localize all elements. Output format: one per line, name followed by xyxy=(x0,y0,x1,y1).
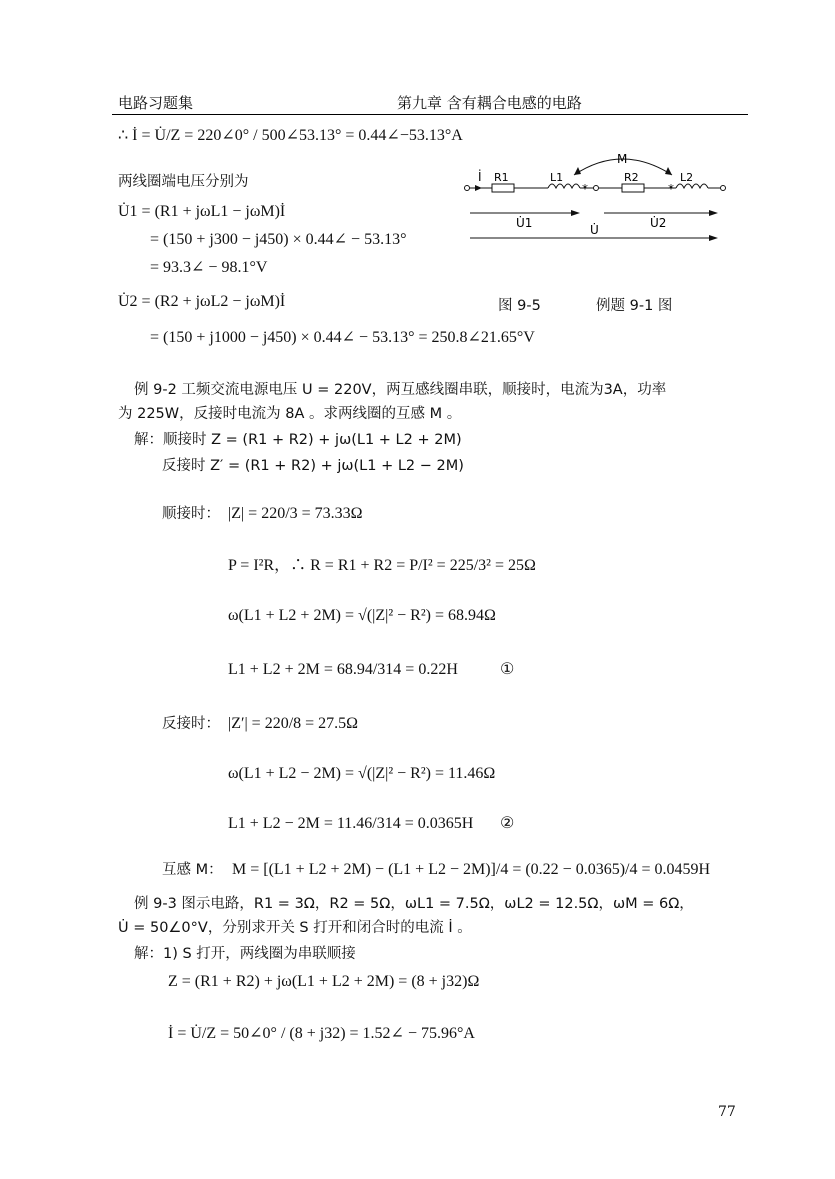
inductor-L1 xyxy=(548,184,580,188)
ex2-mutual-label: 互感 M： xyxy=(162,862,223,878)
ex2-solution-series-opposing: 反接时 Z′ = (R1 + R2) + jω(L1 + L2 − 2M) xyxy=(162,458,464,474)
ex3-problem-line1: 例 9-3 图示电路，R1 = 3Ω，R2 = 5Ω，ωL1 = 7.5Ω，ωL2 = 12.5Ω，ωM = 6Ω， xyxy=(134,896,694,912)
ex2-opposing-label: 反接时： xyxy=(162,716,220,732)
ex2-z-prime-magnitude: |Z′| = 220/8 = 27.5Ω xyxy=(228,715,359,732)
ex2-inductance-aiding: L1 + L2 + 2M = 68.94/314 = 0.22H xyxy=(228,661,458,678)
resistor-R2 xyxy=(622,184,644,192)
ex2-problem-line2: 为 225W，反接时电流为 8A 。求两线圈的互感 M 。 xyxy=(118,406,462,422)
resistor-R1 xyxy=(492,184,514,192)
label-R2: R2 xyxy=(624,171,639,184)
ex3-problem-line2: U̇ = 50∠0°V，分别求开关 S 打开和闭合时的电流 İ 。 xyxy=(118,920,472,936)
ex2-reactance-aiding: ω(L1 + L2 + 2M) = √(|Z|² − R²) = 68.94Ω xyxy=(228,607,496,624)
label-U: U̇ xyxy=(590,223,599,237)
ex3-impedance: Z = (R1 + R2) + jω(L1 + L2 + 2M) = (8 + j32)Ω xyxy=(168,973,480,990)
label-U1: U̇1 xyxy=(516,216,533,230)
ex2-solution-series-aiding: 解：顺接时 Z = (R1 + R2) + jω(L1 + L2 + 2M) xyxy=(134,432,462,448)
label-L2: L2 xyxy=(680,171,694,184)
header-chapter-title: 第九章 含有耦合电感的电路 xyxy=(397,94,582,112)
label-M: M xyxy=(617,152,628,166)
ex1-u1-result: = 93.3∠ − 98.1°V xyxy=(150,259,268,276)
ex2-equation-mark-2: ② xyxy=(500,815,515,832)
ex2-mutual-result: M = [(L1 + L2 + 2M) − (L1 + L2 − 2M)]/4 = (0.22 − 0.0365)/4 = 0.0459H xyxy=(232,861,711,878)
ex2-problem-line1: 例 9-2 工频交流电源电压 U = 220V，两互感线圈串联，顺接时，电流为3A，功率 xyxy=(134,382,667,398)
ex2-inductance-opposing: L1 + L2 − 2M = 11.46/314 = 0.0365H xyxy=(228,815,474,832)
label-L1: L1 xyxy=(550,171,564,184)
ex1-u1-substitution: = (150 + j300 − j450) × 0.44∠ − 53.13° xyxy=(150,231,407,248)
figure-9-5-circuit xyxy=(462,145,742,265)
label-R1: R1 xyxy=(494,171,509,184)
ex1-u1-formula: U̇1 = (R1 + jωL1 − jωM)İ xyxy=(118,203,286,220)
ex3-solution-open: 解：1) S 打开，两线圈为串联顺接 xyxy=(134,946,356,962)
ex2-reactance-opposing: ω(L1 + L2 − 2M) = √(|Z|² − R²) = 11.46Ω xyxy=(228,765,496,782)
svg-text:*: * xyxy=(668,182,674,196)
figure-caption-number: 图 9-5 xyxy=(498,298,541,314)
inductor-L2 xyxy=(676,184,708,188)
header-book-title: 电路习题集 xyxy=(118,94,194,112)
ex2-aiding-label: 顺接时： xyxy=(162,506,220,522)
ex2-resistance: P = I²R，∴ R = R1 + R2 = P/I² = 225/3² = 25Ω xyxy=(228,557,536,574)
ex2-equation-mark-1: ① xyxy=(500,661,515,678)
header-rule xyxy=(112,114,748,115)
ex2-z-magnitude: |Z| = 220/3 = 73.33Ω xyxy=(228,505,363,522)
label-I: İ xyxy=(478,170,482,184)
ex3-current: İ = U̇/Z = 50∠0° / (8 + j32) = 1.52∠ − 75.96°A xyxy=(168,1025,475,1042)
ex1-current-line: ∴ İ = U̇/Z = 220∠0° / 500∠53.13° = 0.44∠−53.13°A xyxy=(118,127,463,144)
page-number: 77 xyxy=(718,1104,736,1120)
current-arrow xyxy=(475,185,482,191)
label-U2: U̇2 xyxy=(650,216,667,230)
ex1-u2-result: = (150 + j1000 − j450) × 0.44∠ − 53.13° = 250.8∠21.65°V xyxy=(150,329,535,346)
svg-text:*: * xyxy=(582,182,588,196)
figure-caption-text: 例题 9-1 图 xyxy=(596,298,673,314)
ex1-voltage-intro: 两线圈端电压分别为 xyxy=(118,174,249,190)
ex1-u2-formula: U̇2 = (R2 + jωL2 − jωM)İ xyxy=(118,293,286,310)
